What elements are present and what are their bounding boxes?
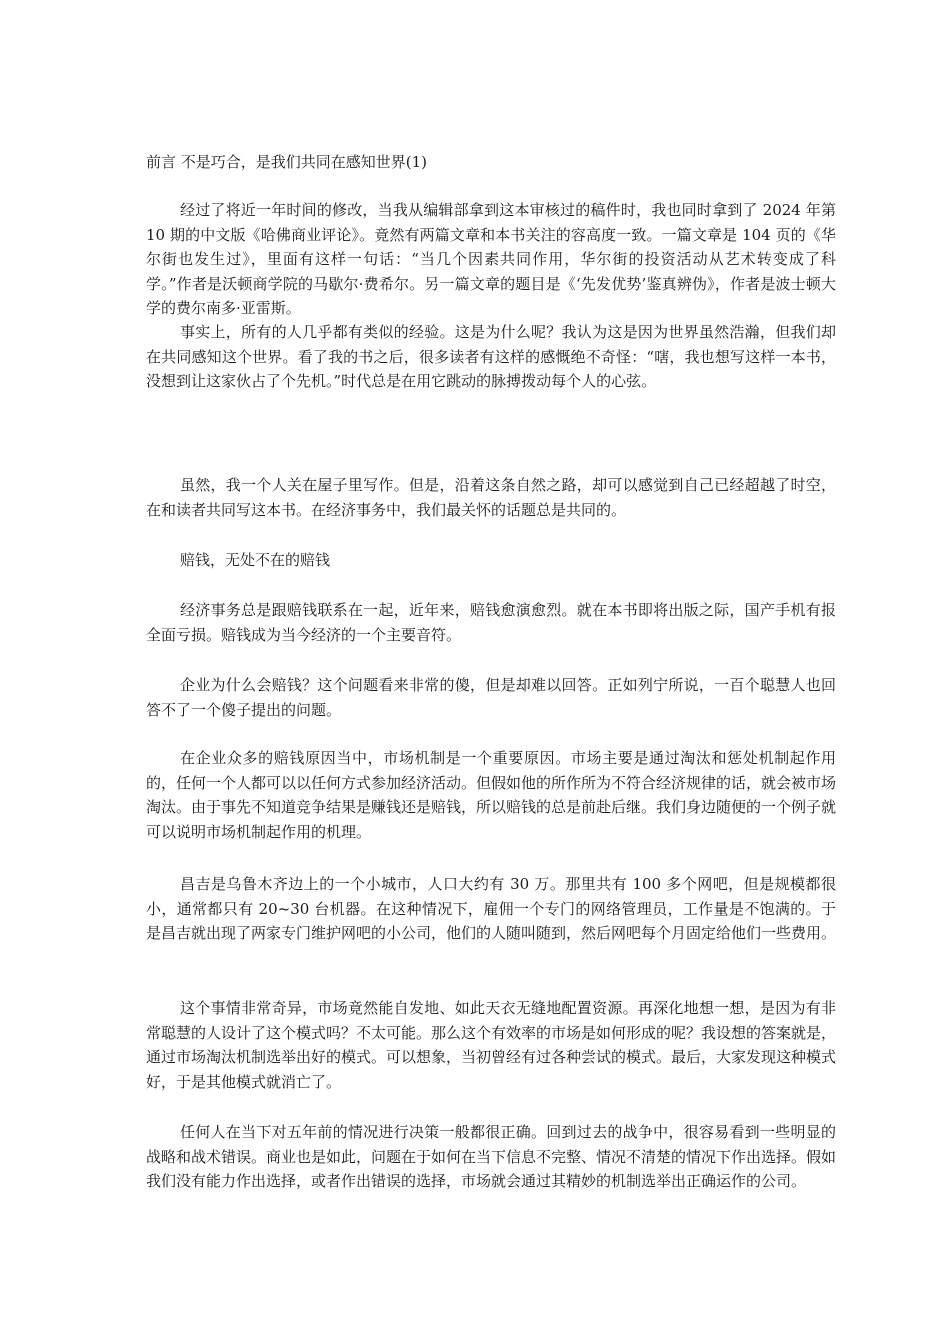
section-heading: 赔钱，无处不在的赔钱 (180, 551, 331, 569)
paragraph-2: 事实上，所有的人几乎都有类似的经验。这是为什么呢？我认为这是因为世界虽然浩瀚，但我们却在共同感知这个世界。看了我的书之后，很多读者有这样的感慨绝不奇怪：“嗐，我也想写这样一本书，没想到让这家伙占了个先机。”时代总是在用它跳动的脉搏拨动每个人的心弦。 (146, 323, 836, 390)
paragraph-4: 经济事务总是跟赔钱联系在一起，近年来，赔钱愈演愈烈。就在本书即将出版之际，国产手机有报全面亏损。赔钱成为当今经济的一个主要音符。 (146, 601, 836, 644)
paragraph-8: 这个事情非常奇异，市场竟然能自发地、如此天衣无缝地配置资源。再深化地想一想，是因为有非常聪慧的人设计了这个模式吗？不太可能。那么这个有效率的市场是如何形成的呢？我设想的答案就是，通过市场淘汰机制选举出好的模式。可以想象，当初曾经有过各种尝试的模式。最后，大家发现这种模式好，于是其他模式就消亡了。 (146, 999, 837, 1091)
paragraph-7: 昌吉是乌鲁木齐边上的一个小城市，人口大约有 30 万。那里共有 100 多个网吧，但是规模都很小，通常都只有 20~30 台机器。在这种情况下，雇佣一个专门的网络管理员，工作量是不饱满的。于是昌吉就出现了两家专门维护网吧的小公司，他们的人随叫随到，然后网吧每个月固定给他们一些费用。 (146, 875, 837, 942)
paragraph-9: 任何人在当下对五年前的情况进行决策一般都很正确。回到过去的战争中，很容易看到一些明显的战略和战术错误。商业也是如此，问题在于如何在当下信息不完整、情况不清楚的情况下作出选择。假如我们没有能力作出选择，或者作出错误的选择，市场就会通过其精妙的机制选举出正确运作的公司。 (146, 1123, 837, 1190)
page-title: 前言 不是巧合，是我们共同在感知世界(1) (146, 153, 428, 171)
paragraph-6: 在企业众多的赔钱原因当中，市场机制是一个重要原因。市场主要是通过淘汰和惩处机制起作用的，任何一个人都可以以任何方式参加经济活动。但假如他的所作所为不符合经济规律的话，就会被市场淘汰。由于事先不知道竞争结果是赚钱还是赔钱，所以赔钱的总是前赴后继。我们身边随便的一个例子就可以说明市场机制起作用的机理。 (146, 749, 837, 841)
paragraph-1: 经过了将近一年时间的修改，当我从编辑部拿到这本审核过的稿件时，我也同时拿到了 2024 年第 10 期的中文版《哈佛商业评论》。竟然有两篇文章和本书关注的容高度一致。一篇文章是 104 页的《华尔街也发生过》，里面有这样一句话：“当几个因素共同作用，华尔街的投资活动从艺术转变成了科学。”作者是沃顿商学院的马歇尔·费希尔。另一篇文章的题目是《‘先发优势’鉴真辨伪》，作者是波士顿大学的费尔南多·亚雷斯。 (146, 201, 836, 317)
paragraph-3: 虽然，我一个人关在屋子里写作。但是，沿着这条自然之路，却可以感觉到自己已经超越了时空，在和读者共同写这本书。在经济事务中，我们最关怀的话题总是共同的。 (146, 476, 836, 519)
paragraph-5: 企业为什么会赔钱？这个问题看来非常的傻，但是却难以回答。正如列宁所说，一百个聪慧人也回答不了一个傻子提出的问题。 (146, 676, 836, 719)
